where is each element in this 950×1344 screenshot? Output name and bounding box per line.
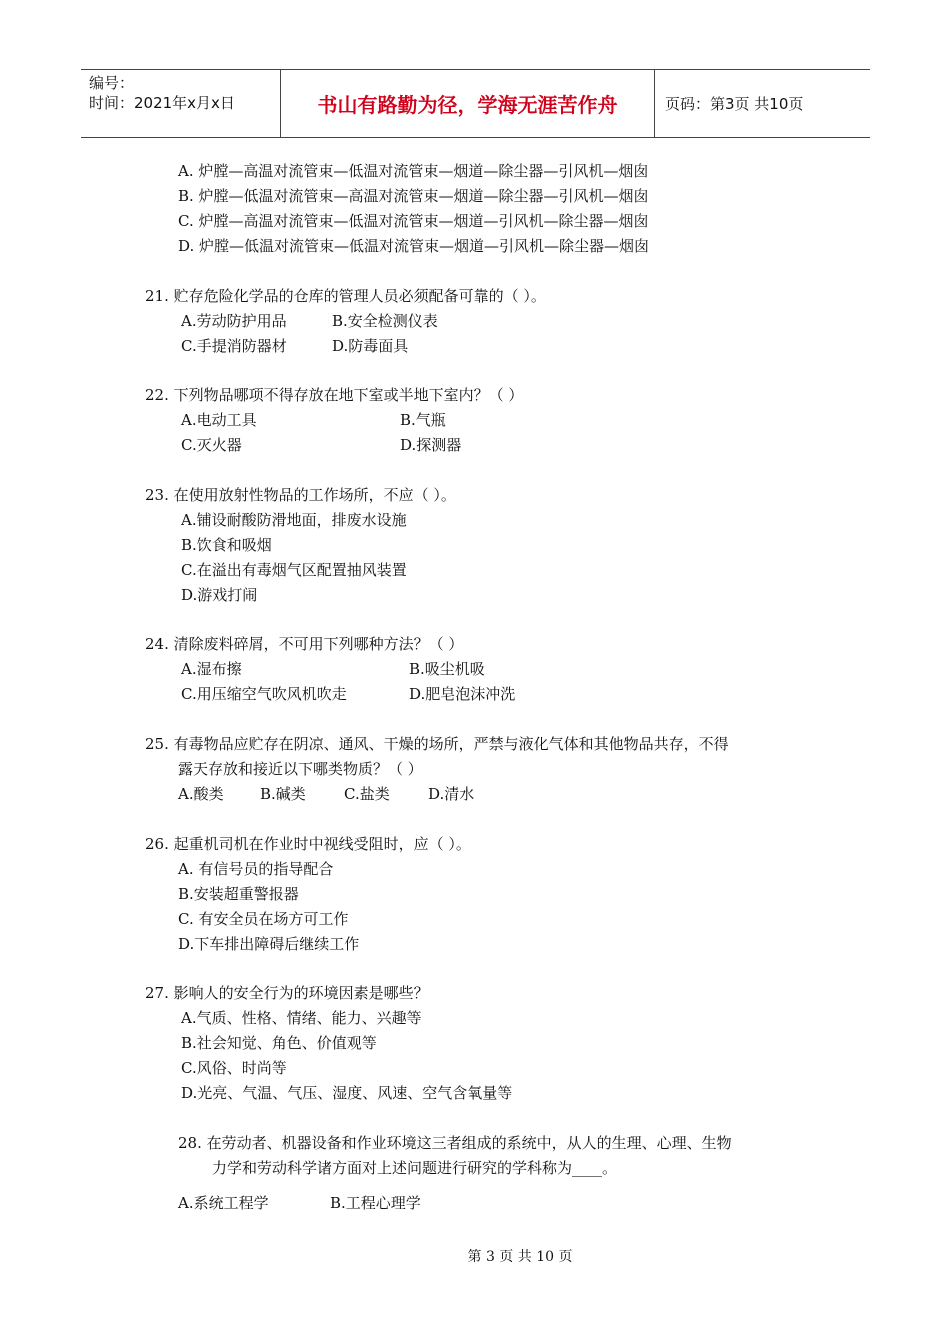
header-motto: 书山有路勤为径，学海无涯苦作舟: [281, 70, 655, 137]
text-line: C.风俗、时尚等: [181, 1059, 287, 1077]
text-line: D.探测器: [400, 436, 462, 454]
text-line: A. 炉膛—高温对流管束—低温对流管束—烟道—除尘器—引风机—烟囱: [178, 162, 649, 180]
text-line: C.在溢出有毒烟气区配置抽风装置: [181, 561, 407, 579]
text-line: D.防毒面具: [332, 337, 409, 355]
text-line: 27. 影响人的安全行为的环境因素是哪些？: [145, 984, 429, 1002]
text-line: B.碱类: [260, 785, 306, 803]
text-line: 28. 在劳动者、机器设备和作业环境这三者组成的系统中，从人的生理、心理、生物: [178, 1134, 732, 1152]
text-line: C.手提消防器材: [181, 337, 287, 355]
text-line: B.社会知觉、角色、价值观等: [181, 1034, 377, 1052]
text-line: A.湿布擦: [181, 660, 242, 678]
page-header: [81, 69, 870, 138]
text-line: C.用压缩空气吹风机吹走: [181, 685, 347, 703]
text-line: C.盐类: [344, 785, 390, 803]
text-line: D.光亮、气温、气压、湿度、风速、空气含氧量等: [181, 1084, 513, 1102]
text-line: 23. 在使用放射性物品的工作场所，不应（ ）。: [145, 486, 456, 504]
text-line: A.气质、性格、情绪、能力、兴趣等: [181, 1009, 422, 1027]
page-footer: 第 3 页 共 10 页: [467, 1249, 573, 1265]
text-line: 力学和劳动科学诸方面对上述问题进行研究的学科称为____。: [212, 1159, 618, 1177]
text-line: D. 炉膛—低温对流管束—低温对流管束—烟道—引风机—除尘器—烟囱: [178, 237, 650, 255]
text-line: A.电动工具: [181, 411, 257, 429]
text-line: B.安全检测仪表: [332, 312, 438, 330]
text-line: 24. 清除废料碎屑，不可用下列哪种方法？（ ）: [145, 635, 464, 653]
text-line: B. 炉膛—低温对流管束—高温对流管束—烟道—除尘器—引风机—烟囱: [178, 187, 649, 205]
text-line: B.安装超重警报器: [178, 885, 299, 903]
date-label: 时间：2021年x月x日: [89, 94, 235, 112]
text-line: A.酸类: [178, 785, 224, 803]
header-page-info: 页码：第3页 共10页: [665, 95, 804, 113]
text-line: 21. 贮存危险化学品的仓库的管理人员必须配备可靠的（ ）。: [145, 287, 546, 305]
text-line: C. 有安全员在场方可工作: [178, 910, 349, 928]
text-line: 22. 下列物品哪项不得存放在地下室或半地下室内？（ ）: [145, 386, 524, 404]
text-line: D.下车排出障碍后继续工作: [178, 935, 360, 953]
text-line: A.系统工程学: [178, 1194, 269, 1212]
text-line: D.肥皂泡沫冲洗: [409, 685, 516, 703]
text-line: B.气瓶: [400, 411, 446, 429]
text-line: A. 有信号员的指导配合: [178, 860, 334, 878]
text-line: 露天存放和接近以下哪类物质？（ ）: [178, 760, 423, 778]
text-line: D.清水: [428, 785, 475, 803]
text-line: 26. 起重机司机在作业时中视线受阻时，应（ ）。: [145, 835, 471, 853]
text-line: A.劳动防护用品: [181, 312, 287, 330]
text-line: 25. 有毒物品应贮存在阴凉、通风、干燥的场所，严禁与液化气体和其他物品共存，不得: [145, 735, 729, 753]
text-line: D.游戏打闹: [181, 586, 258, 604]
number-label: 编号：: [89, 74, 135, 92]
text-line: C.灭火器: [181, 436, 242, 454]
text-line: C. 炉膛—高温对流管束—低温对流管束—烟道—引风机—除尘器—烟囱: [178, 212, 649, 230]
header-meta: [81, 70, 281, 137]
text-line: B.吸尘机吸: [409, 660, 485, 678]
text-line: A.铺设耐酸防滑地面，排废水设施: [181, 511, 407, 529]
text-line: B.饮食和吸烟: [181, 536, 272, 554]
text-line: B.工程心理学: [330, 1194, 421, 1212]
